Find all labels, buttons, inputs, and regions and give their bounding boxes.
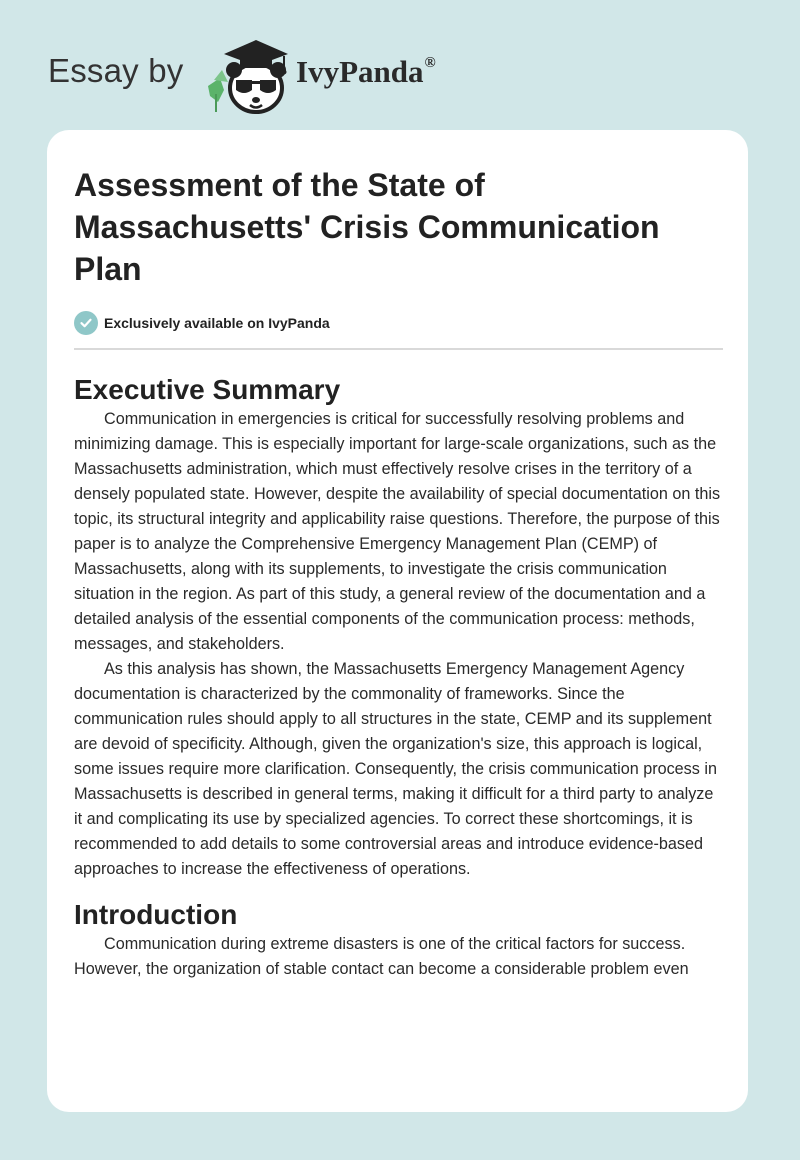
brand-label: IvyPanda [296,54,424,89]
exclusive-badge [74,310,723,336]
logo-link[interactable] [202,34,292,116]
essay-by-label: Essay by [48,52,184,89]
paragraph: Communication during extreme disasters is one of the critical factors for success. However, the organization of stable contact can become a considerable problem even [74,935,689,978]
page-title: Assessment of the State of Massachusetts' Crisis Communication Plan [74,167,660,287]
registered-mark: ® [424,54,436,71]
site-header [48,28,748,118]
essay-content [74,164,723,982]
panda-graduate-logo-icon [202,34,292,116]
exclusive-badge-label: Exclusively available on IvyPanda [104,315,330,331]
section-heading-introduction: Introduction [74,899,238,930]
essay-card [47,130,748,1112]
paragraph: As this analysis has shown, the Massachusetts Emergency Management Agency documentation is characterized by the commonality of frameworks. Since the communication rules should apply to all structures in the state, CEMP and its supplement are devoid of specificity. Although, given the organization's size, this approach is logical, some issues require more clarification. Consequently, the crisis communication process in Massachusetts is described in general terms, making it difficult for a third party to analyze it and complicating its use by specialized agencies. To correct these shortcomings, it is recommended to add details to some controversial areas and introduce evidence-based approaches to increase the effectiveness of operations. [74,660,717,878]
divider [74,348,723,350]
paragraph: Communication in emergencies is critical for successfully resolving problems and minimizing damage. This is especially important for large-scale organizations, such as the Massachusetts administration, which must effectively resolve crises in the territory of a densely populated state. However, despite the availability of special documentation on this topic, its structural integrity and applicability raise questions. Therefore, the purpose of this paper is to analyze the Comprehensive Emergency Management Plan (CEMP) of Massachusetts, along with its supplements, to investigate the crisis communication situation in the region. As part of this study, a general review of the documentation and a detailed analysis of the essential components of the communication process: methods, messages, and stakeholders. [74,410,721,653]
check-circle-icon [74,311,98,335]
brand-name[interactable] [296,54,436,90]
section-heading-executive-summary: Executive Summary [74,374,341,405]
ivy-leaf-icon [208,70,228,112]
